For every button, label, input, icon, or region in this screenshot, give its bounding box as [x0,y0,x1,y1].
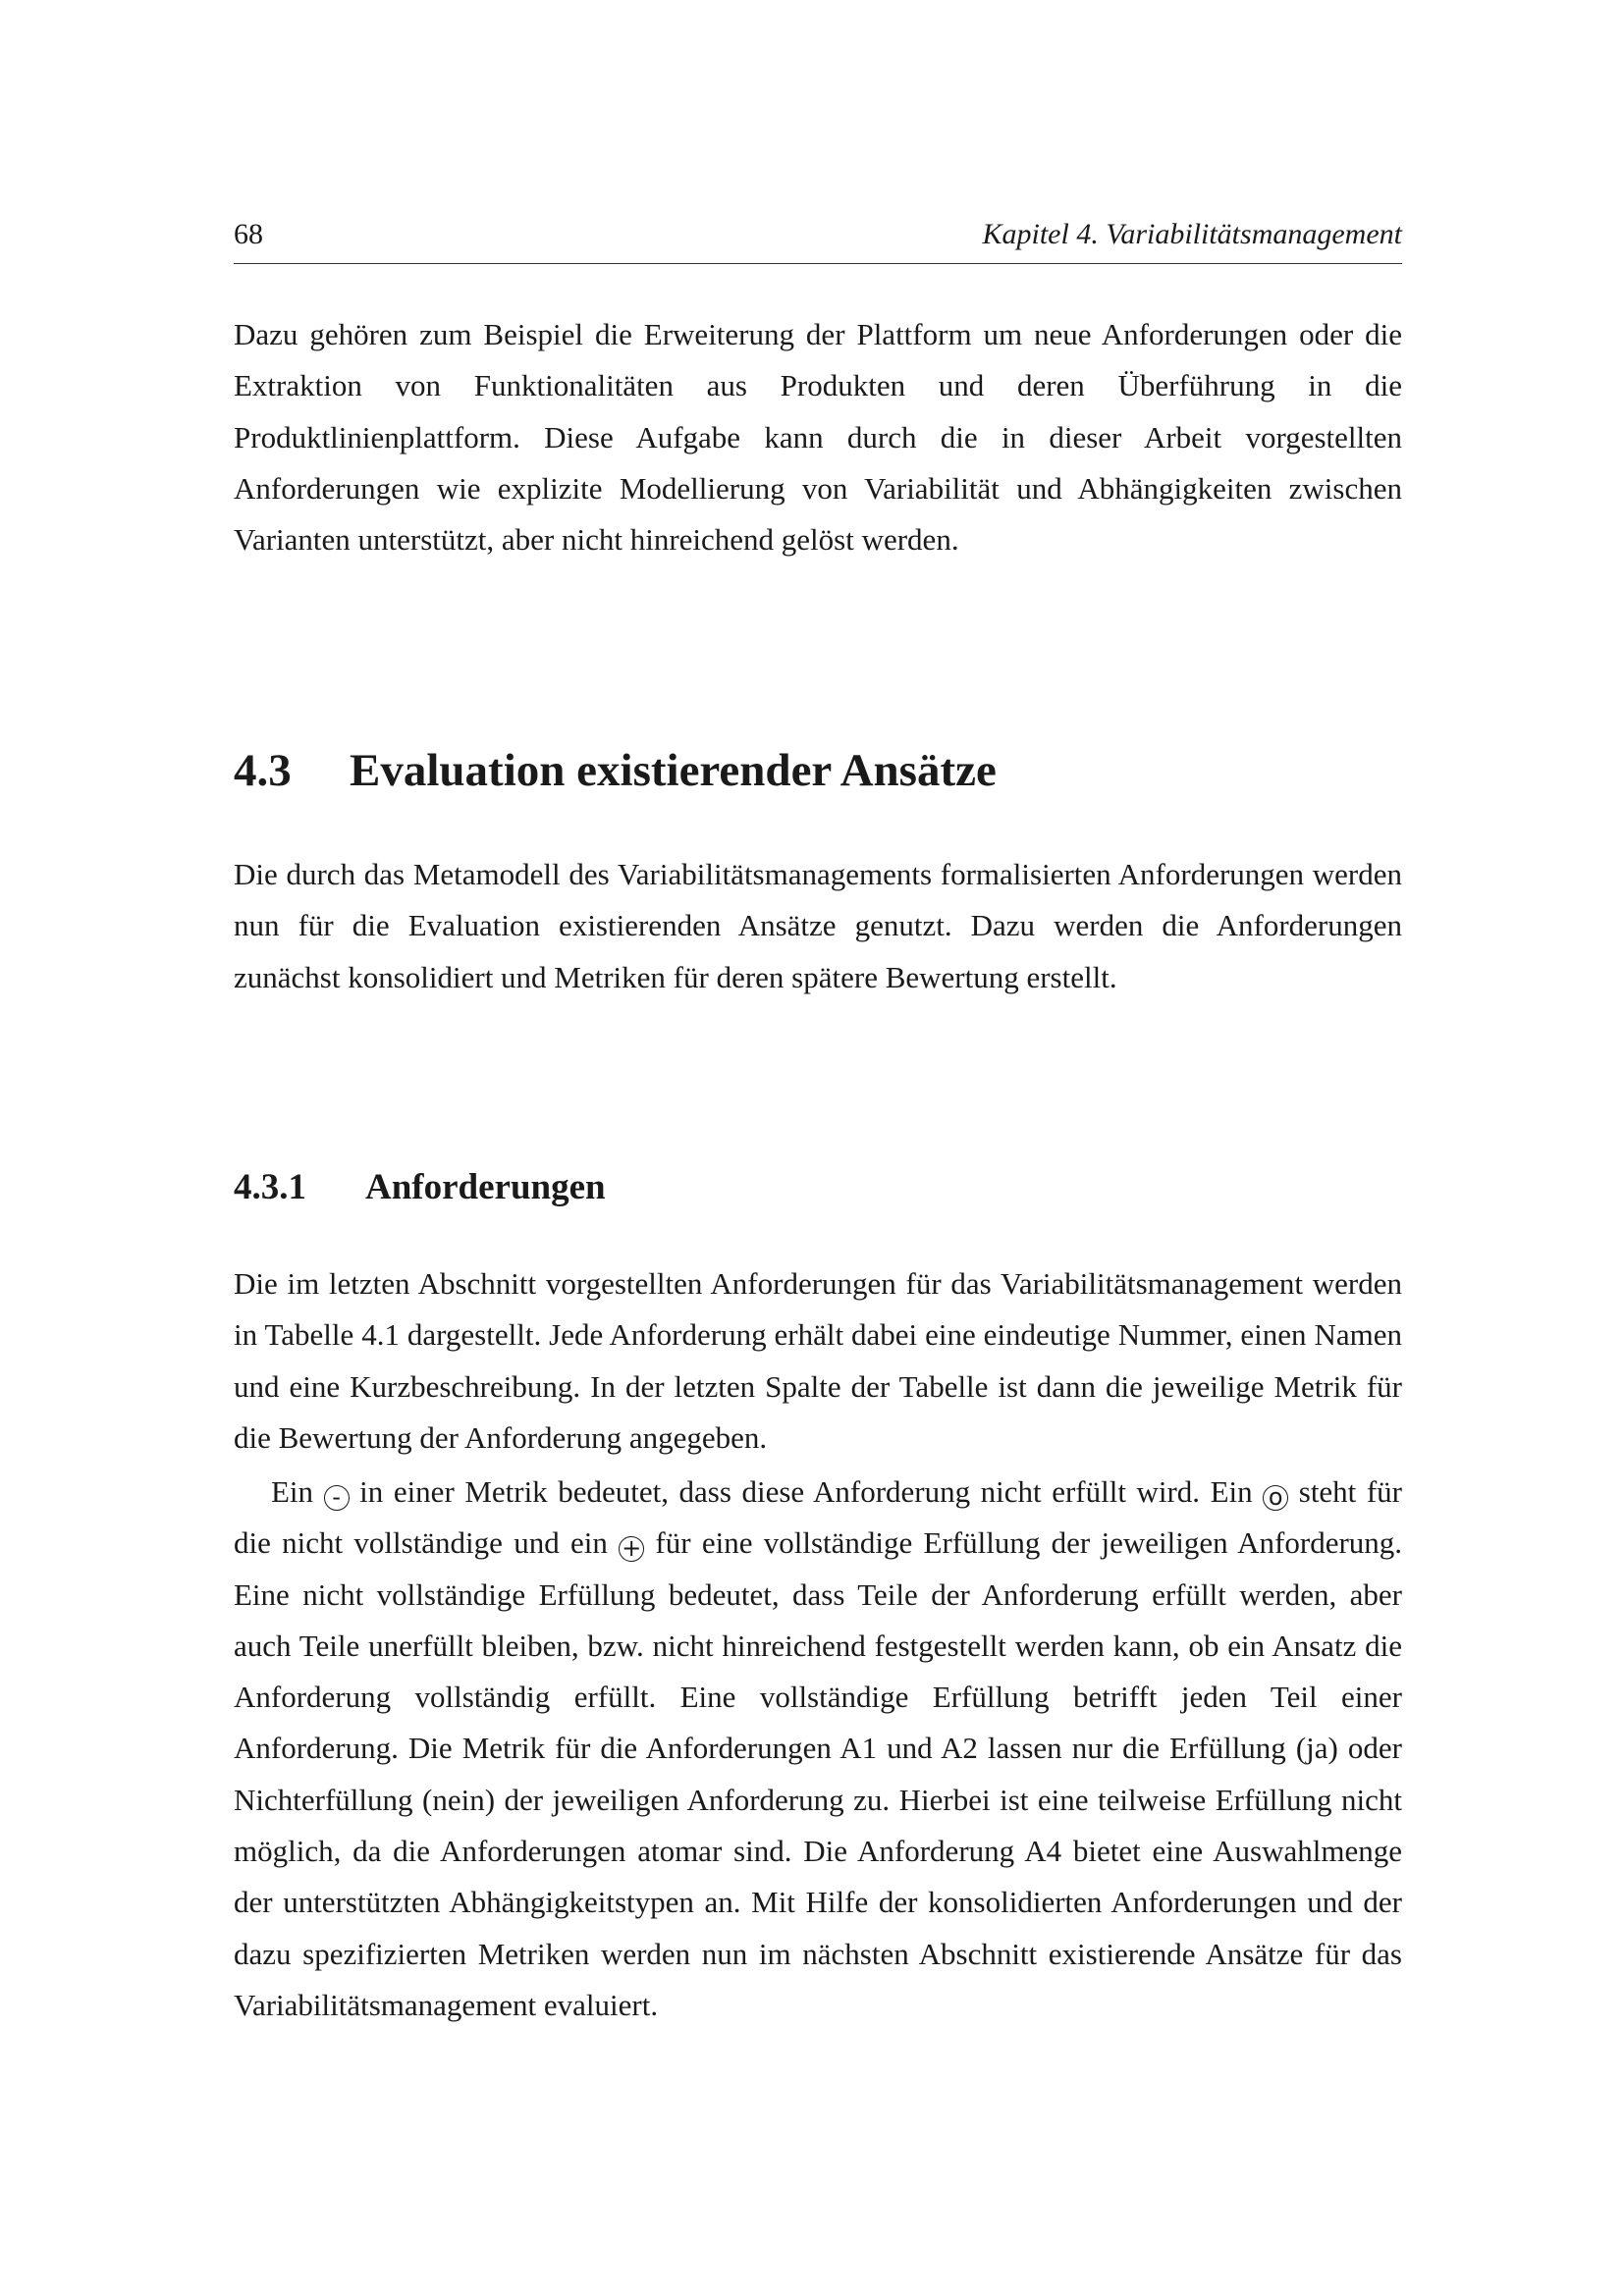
intro-paragraph: Dazu gehören zum Beispiel die Erweiterung der Plattform um neue Anforderungen oder die Extraktion von Funktionalitäten aus Produkten und deren Überführung in die Produktlinienplattform. Diese Aufgabe kann durch die in dieser Arbeit vorgestellten Anforderungen wie explizite Modellierung von Variabilität und Abhängigkeiten zwischen Varianten unterstützt, aber nicht hinreichend gelöst werden. [234,317,1402,558]
section-paragraph: Die durch das Metamodell des Variabilitätsmanagements formalisierten Anforderungen werden nun für die Evaluation existierenden Ansätze genutzt. Dazu werden die Anforderungen zunächst konsolidiert und Metriken für deren spätere Bewertung erstellt. [234,857,1402,994]
p2-text-3: steht für die nicht vollständige und ein [234,1474,1402,1561]
p2-text-2: in einer Metrik bedeutet, dass diese Anforderung nicht erfüllt wird. Ein [359,1474,1253,1509]
p2-text-1: Ein [271,1474,314,1509]
section-title: Evaluation existierender Ansätze [350,745,997,796]
subsection-number: 4.3.1 [234,1167,306,1207]
page-number: 68 [234,218,263,250]
minus-circle-icon: - [324,1485,350,1511]
p2-text-4: für eine vollständige Erfüllung der jeweiligen Anforderung. Eine nicht vollständige Erfüllung bedeutet, dass Teile der Anforderung erfüllt werden, aber auch Teile unerfüllt bleiben, bzw. nicht hinreichend festgestellt werden kann, ob ein Ansatz die Anforderung vollständig erfüllt. Eine vollständige Erfüllung betrifft jeden Teil einer Anforderung. Die Metrik für die Anforderungen A1 und A2 lassen nur die Erfüllung (ja) oder Nichterfüllung (nein) der jeweiligen Anforderung zu. Hierbei ist eine teilweise Erfüllung nicht möglich, da die Anforderungen atomar sind. Die Anforderung A4 bietet eine Auswahlmenge der unterstützten Abhängigkeitstypen an. Mit Hilfe der konsolidierten Anforderungen und der dazu spezifizierten Metriken werden nun im nächsten Abschnitt existierende Ansätze für das Variabilitätsmanagement evaluiert. [234,1525,1403,2022]
running-title: Kapitel 4. Variabilitätsmanagement [982,218,1402,250]
subsection-heading [234,1164,606,1211]
section-number: 4.3 [234,745,292,796]
subsection-paragraph-1: Die im letzten Abschnitt vorgestellten Anforderungen für das Variabilitätsmanagement werden in Tabelle 4.1 dargestellt. Jede Anforderung erhält dabei eine eindeutige Nummer, einen Namen und eine Kurzbeschreibung. In der letzten Spalte der Tabelle ist dann die jeweilige Metrik für die Bewertung der Anforderung angegeben. [234,1266,1402,1455]
circle-o-icon: o [1263,1485,1288,1511]
subsection-paragraph-2 [234,1467,1402,2031]
subsection-title: Anforderungen [365,1167,606,1207]
plus-circle-icon: + [619,1536,644,1562]
section-heading [234,741,997,800]
page-header [234,218,1402,264]
